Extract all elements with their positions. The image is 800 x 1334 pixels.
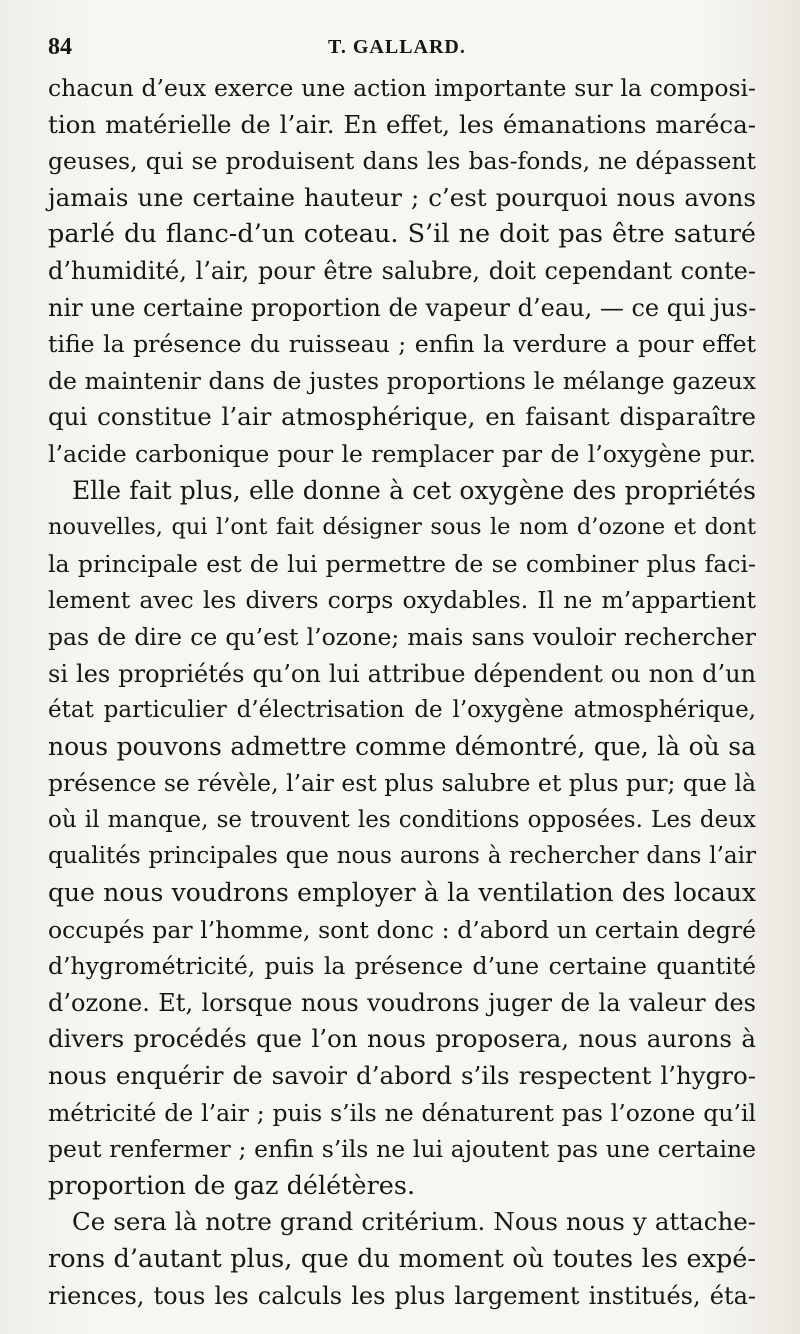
text-line: où il manque, se trouvent les conditions opposées. Les deux bbox=[48, 806, 756, 833]
text-line: occupés par l’homme, sont donc : d’abord un certain degré bbox=[48, 915, 756, 944]
text-line: parlé du flanc-d’un coteau. S’il ne doit pas être saturé bbox=[48, 219, 756, 250]
paragraph bbox=[48, 473, 756, 1205]
text-line: divers procédés que l’on nous proposera, nous aurons à bbox=[48, 1024, 756, 1054]
page-header bbox=[48, 34, 748, 68]
text-line: proportion de gaz délétères. bbox=[48, 1170, 416, 1201]
text-line: d’ozone. Et, lorsque nous voudrons juger de la valeur des bbox=[48, 988, 756, 1017]
text-line: qui constitue l’air atmosphérique, en faisant disparaître bbox=[48, 402, 756, 432]
text-line: lement avec les divers corps oxydables. Il ne m’appartient bbox=[48, 586, 756, 615]
text-line: d’hygrométricité, puis la présence d’une certaine quantité bbox=[48, 952, 756, 981]
text-line: métricité de l’air ; puis s’ils ne dénaturent pas l’ozone qu’il bbox=[48, 1098, 756, 1127]
paragraph bbox=[48, 70, 756, 473]
text-line: nous enquérir de savoir d’abord s’ils respectent l’hygro- bbox=[48, 1061, 756, 1091]
text-line: Ce sera là notre grand critérium. Nous nous y attache- bbox=[72, 1207, 756, 1237]
body-text bbox=[48, 70, 756, 1314]
text-line: l’acide carbonique pour le remplacer par de l’oxygène pur. bbox=[48, 439, 756, 468]
text-line: d’humidité, l’air, pour être salubre, doit cependant conte- bbox=[48, 256, 756, 285]
text-line: jamais une certaine hauteur ; c’est pourquoi nous avons bbox=[48, 182, 756, 212]
text-line: Elle fait plus, elle donne à cet oxygène des propriétés bbox=[72, 475, 756, 505]
text-line: qualités principales que nous aurons à rechercher dans l’air bbox=[48, 843, 756, 870]
text-line: la principale est de lui permettre de se combiner plus faci- bbox=[48, 549, 756, 578]
text-line: nous pouvons admettre comme démontré, que, là où sa bbox=[48, 731, 756, 761]
text-line: présence se révèle, l’air est plus salubre et plus pur; que là bbox=[48, 769, 756, 798]
text-line: tifie la présence du ruisseau ; enfin la verdure a pour effet bbox=[48, 330, 756, 359]
text-line: riences, tous les calculs les plus largement institués, éta- bbox=[48, 1281, 756, 1310]
text-line: de maintenir dans de justes proportions le mélange gazeux bbox=[48, 366, 756, 395]
text-line: nir une certaine proportion de vapeur d’eau, — ce qui jus- bbox=[48, 293, 757, 322]
text-line: rons d’autant plus, que du moment où toutes les expé- bbox=[48, 1244, 756, 1274]
text-line: si les propriétés qu’on lui attribue dépendent ou non d’un bbox=[48, 659, 756, 688]
text-line: chacun d’eux exerce une action importante sur la composi- bbox=[48, 74, 756, 102]
page-number: 84 bbox=[48, 34, 72, 60]
text-line: pas de dire ce qu’est l’ozone; mais sans vouloir rechercher bbox=[48, 622, 756, 651]
running-head: T. GALLARD. bbox=[328, 36, 466, 58]
text-line: nouvelles, qui l’ont fait désigner sous le nom d’ozone et dont bbox=[48, 514, 756, 541]
text-line: tion matérielle de l’air. En effet, les émanations maréca- bbox=[48, 109, 756, 139]
text-line: peut renfermer ; enfin s’ils ne lui ajoutent pas une certaine bbox=[48, 1135, 756, 1164]
paragraph bbox=[48, 1204, 756, 1314]
text-line: que nous voudrons employer à la ventilation des locaux bbox=[48, 878, 756, 908]
text-line: état particulier d’électrisation de l’oxygène atmosphérique, bbox=[48, 697, 756, 724]
text-line: geuses, qui se produisent dans les bas-fonds, ne dépassent bbox=[48, 147, 756, 176]
